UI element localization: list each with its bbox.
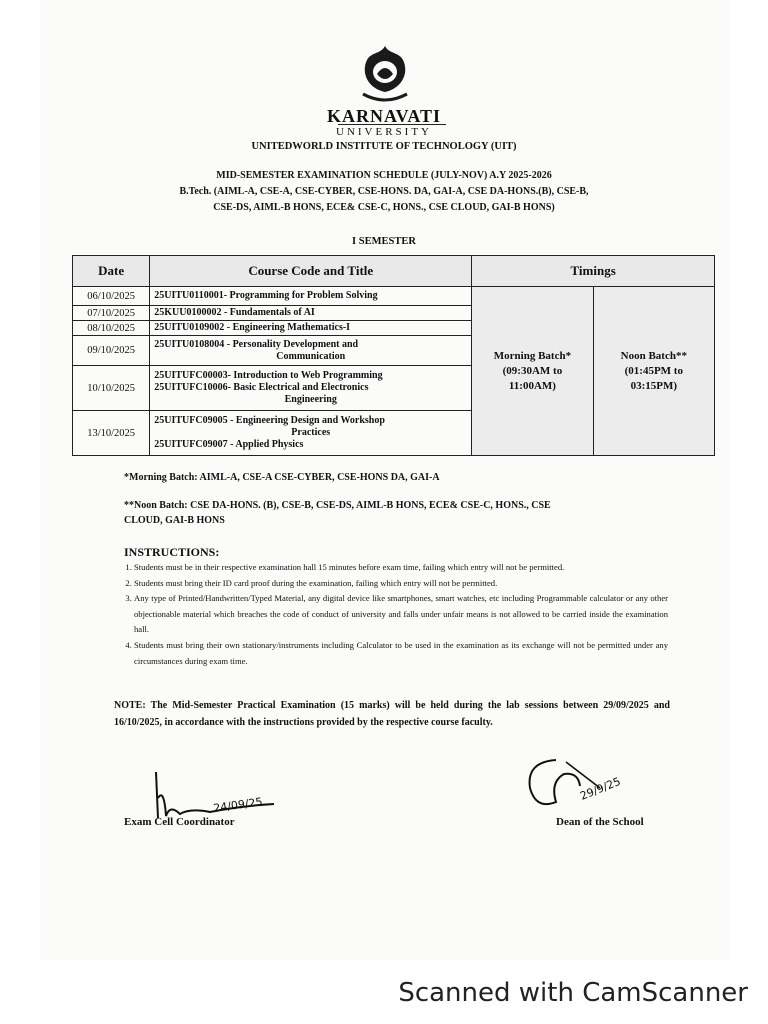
dean-label: Dean of the School — [556, 816, 644, 828]
noon-batch-label: Noon Batch** — [620, 349, 687, 362]
instruction-item: 2. Students must bring their ID card proof during the examination, failing which entry will not be permitted. — [134, 576, 668, 592]
date-cell: 09/10/2025 — [73, 336, 150, 366]
noon-batch-time-2: 03:15PM) — [630, 379, 678, 392]
university-logo-icon — [359, 44, 411, 106]
morning-batch-note: *Morning Batch: AIML-A, CSE-A CSE-CYBER, CSE-HONS DA, GAI-A — [124, 472, 440, 483]
noon-batch-cell — [593, 287, 714, 456]
date-cell: 10/10/2025 — [73, 366, 150, 411]
instructions-title: INSTRUCTIONS: — [124, 545, 220, 559]
divider — [338, 124, 446, 125]
course-line-cont: Engineering — [284, 394, 337, 405]
programs-line-1: B.Tech. (AIML-A, CSE-A, CSE-CYBER, CSE-HONS. DA, GAI-A, CSE DA-HONS.(B), CSE-B, — [179, 186, 589, 197]
schedule-title: MID-SEMESTER EXAMINATION SCHEDULE (JULY-NOV) A.Y 2025-2026 — [216, 170, 552, 181]
institute-name: UNITEDWORLD INSTITUTE OF TECHNOLOGY (UIT) — [251, 141, 517, 152]
right-signature-date: 29/9/25 — [578, 774, 623, 803]
course-line: 25UITUFC00003- Introduction to Web Programming — [154, 370, 383, 381]
date-cell: 07/10/2025 — [73, 306, 150, 321]
course-cell — [150, 411, 472, 456]
course-header: Course Code and Title — [150, 256, 472, 287]
programs-line-2: CSE-DS, AIML-B HONS, ECE& CSE-C, HONS., CSE CLOUD, GAI-B HONS) — [213, 202, 555, 213]
morning-batch-label: Morning Batch* — [493, 349, 572, 362]
dean-signature — [520, 752, 650, 816]
date-header: Date — [73, 256, 150, 287]
noon-batch-note-2: CLOUD, GAI-B HONS — [124, 515, 225, 526]
left-signature-date: 24/09/25 — [212, 795, 264, 815]
exam-schedule-table — [72, 255, 715, 456]
course-line-cont: Communication — [276, 350, 346, 362]
instruction-item: 1. Students must be in their respective examination hall 15 minutes before exam time, failing which entry will not be permitted. — [134, 560, 668, 576]
date-cell: 13/10/2025 — [73, 411, 150, 456]
course-cell: 25UITU0109002 - Engineering Mathematics-I — [150, 321, 472, 336]
date-cell: 06/10/2025 — [73, 287, 150, 306]
date-cell: 08/10/2025 — [73, 321, 150, 336]
course-cell: 25KUU0100002 - Fundamentals of AI — [150, 306, 472, 321]
timings-header: Timings — [472, 256, 715, 287]
course-line: 25UITUFC09005 - Engineering Design and Workshop — [154, 415, 385, 426]
morning-batch-time-2: 11:00AM) — [508, 379, 556, 392]
exam-cell-coordinator-label: Exam Cell Coordinator — [124, 816, 235, 828]
course-cell — [150, 366, 472, 411]
practical-exam-note: NOTE: The Mid-Semester Practical Examination (15 marks) will be held during the lab sessions between 29/09/2025 and 16/10/2025, in accordance with the instructions provided by the respective course faculty. — [114, 700, 670, 728]
course-line: 25UITU0108004 - Personality Development and — [154, 338, 359, 350]
table-header-row — [73, 256, 715, 287]
semester-heading: I SEMESTER — [352, 236, 416, 247]
instructions-list — [112, 560, 668, 669]
table-row — [73, 287, 715, 306]
instruction-item: 3. Any type of Printed/Handwritten/Typed Material, any digital device like smartphones, smart watches, etc including Programmable calculator or any other objectionable material which breaches the code of conduct of university and falls under unfair means is not allowed to be carried inside the examination hall. — [134, 591, 668, 638]
course-line-cont: Practices — [291, 427, 331, 438]
noon-batch-time-1: (01:45PM to — [624, 364, 683, 377]
course-cell: 25UITU0110001- Programming for Problem Solving — [150, 287, 472, 306]
course-line: 25UITUFC09007 - Applied Physics — [154, 439, 304, 450]
morning-batch-time-1: (09:30AM to — [502, 364, 563, 377]
course-line: 25UITUFC10006- Basic Electrical and Electronics — [154, 382, 369, 393]
scanner-watermark: Scanned with CamScanner — [398, 978, 748, 1008]
university-name: KARNAVATI — [326, 106, 442, 126]
morning-batch-cell — [472, 287, 593, 456]
course-cell — [150, 336, 472, 366]
university-subtitle: UNIVERSITY — [336, 126, 432, 138]
noon-batch-note-1: **Noon Batch: CSE DA-HONS. (B), CSE-B, CSE-DS, AIML-B HONS, ECE& CSE-C, HONS., CSE — [124, 500, 551, 511]
instruction-item: 4. Students must bring their own stationary/instruments including Calculator to be used in the examination as its exchange will not be permitted under any circumstances during exam time. — [134, 638, 668, 669]
